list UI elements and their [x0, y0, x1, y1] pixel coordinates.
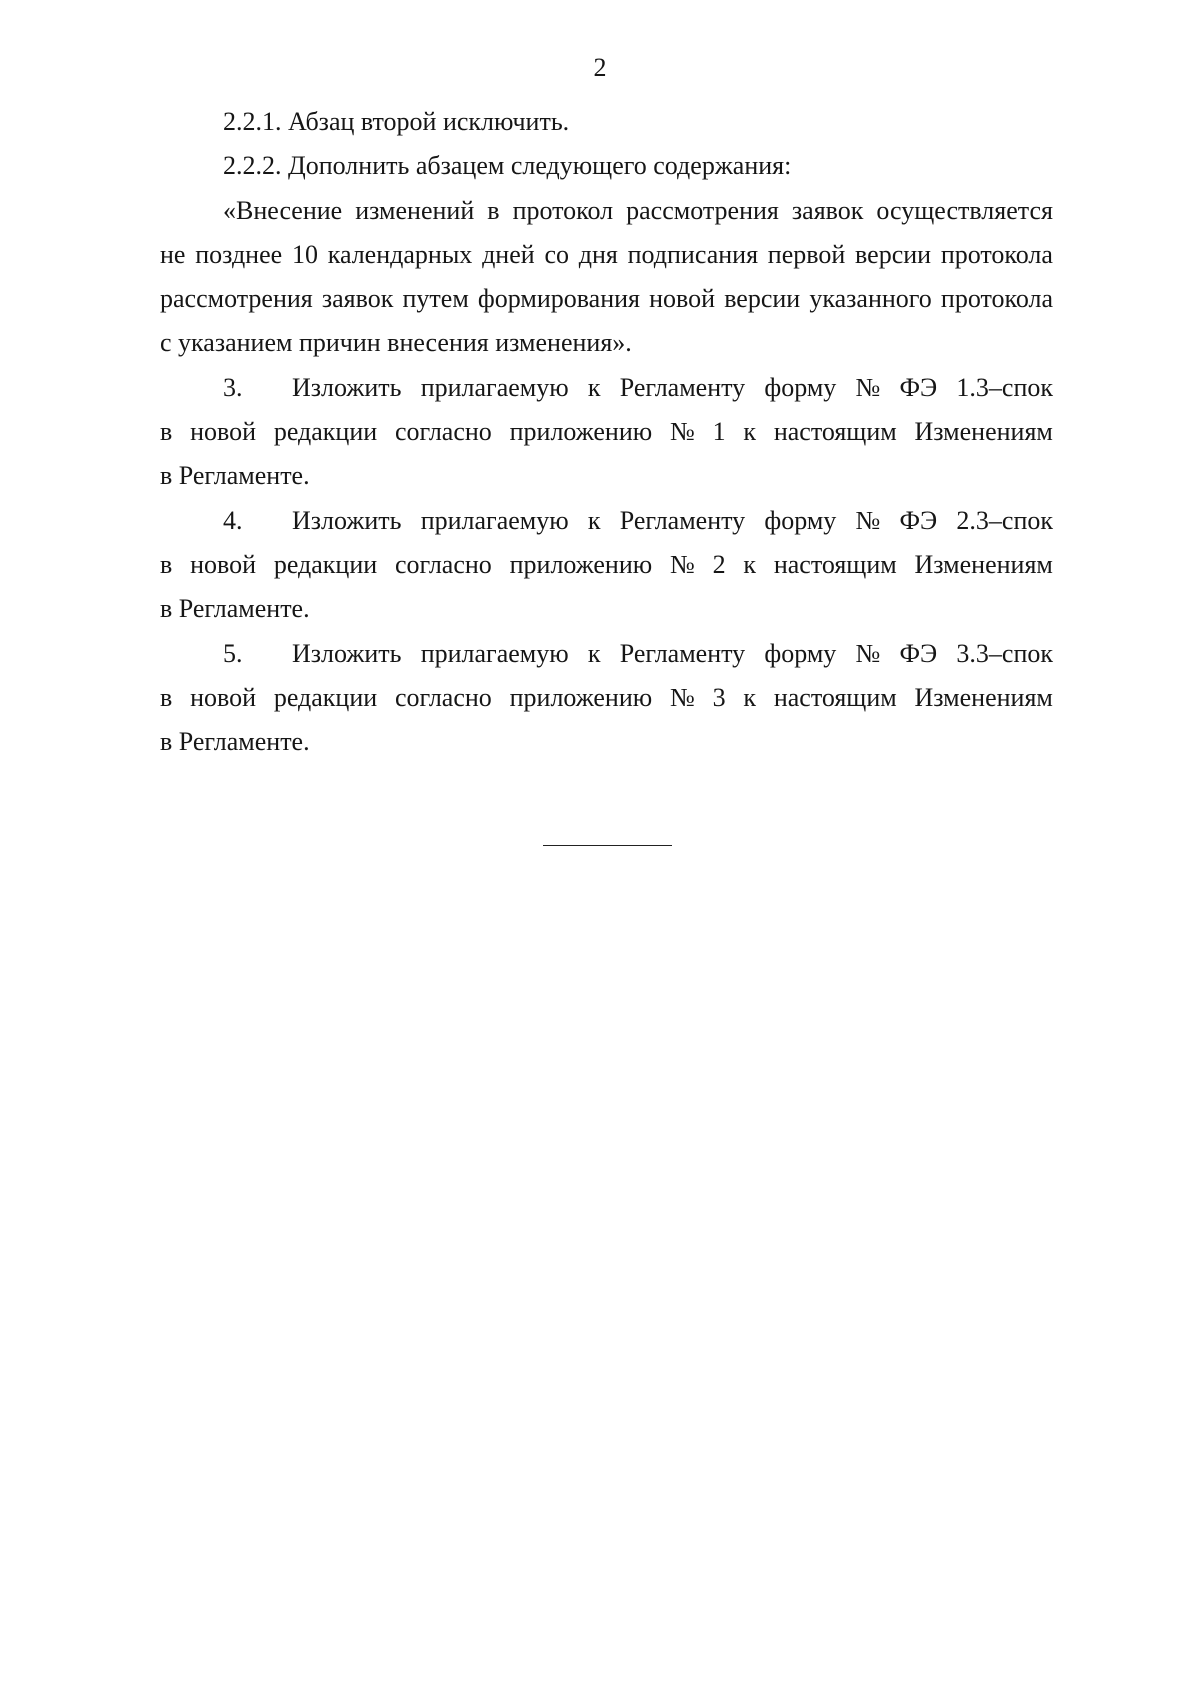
document-body: [160, 100, 1053, 764]
word: не: [160, 239, 186, 269]
word: протокол: [512, 195, 614, 225]
item-text: [292, 366, 1053, 410]
word: Изменениям: [914, 417, 1053, 447]
word: рассмотрения: [626, 195, 779, 225]
quote-line-3: [160, 277, 1053, 321]
word: редакции: [273, 682, 378, 712]
word: первой: [767, 239, 846, 269]
item-3-line-3: в Регламенте.: [160, 461, 310, 491]
word: согласно: [394, 682, 492, 712]
word: формирования: [477, 284, 640, 314]
item-5-line-3: в Регламенте.: [160, 727, 310, 757]
word: версии: [855, 239, 932, 269]
word: настоящим: [773, 682, 897, 712]
item-text: [292, 499, 1053, 543]
word: протокола: [940, 284, 1053, 314]
word: Изменениям: [914, 549, 1053, 579]
word: согласно: [394, 549, 492, 579]
clause-2-2-2: 2.2.2. Дополнить абзацем следующего содержания:: [223, 151, 792, 181]
word: со: [544, 239, 569, 269]
word: Изменениям: [914, 682, 1053, 712]
word: форму: [764, 505, 837, 535]
word: Регламенту: [619, 372, 746, 402]
item-number: 5.: [223, 638, 243, 668]
item-5-first-line: [160, 632, 1053, 676]
word: 3.3–спок: [956, 638, 1053, 668]
word: Регламенту: [619, 505, 746, 535]
word: протокола: [940, 239, 1053, 269]
item-number: 3.: [223, 372, 243, 402]
item-3-line-2: [160, 410, 1053, 454]
word: подписания: [627, 239, 759, 269]
word: форму: [764, 372, 837, 402]
word: форму: [764, 638, 837, 668]
quote-line-4: с указанием причин внесения изменения».: [160, 328, 632, 358]
word: согласно: [394, 417, 492, 447]
word: прилагаемую: [420, 505, 569, 535]
word: №: [855, 638, 881, 668]
word: ФЭ: [899, 638, 938, 668]
word: к: [743, 549, 757, 579]
word: ФЭ: [899, 505, 938, 535]
word: 2.3–спок: [956, 505, 1053, 535]
word: рассмотрения: [160, 284, 313, 314]
word: позднее: [195, 239, 283, 269]
item-text: [292, 632, 1053, 676]
word: к: [587, 505, 601, 535]
word: прилагаемую: [420, 372, 569, 402]
word: календарных: [327, 239, 473, 269]
end-separator-line: [543, 845, 672, 846]
word: Изложить: [292, 372, 402, 402]
item-4-line-3: в Регламенте.: [160, 594, 310, 624]
quote-line-1: [160, 189, 1053, 233]
item-3-first-line: [160, 366, 1053, 410]
word: Регламенту: [619, 638, 746, 668]
word: прилагаемую: [420, 638, 569, 668]
word: указанного: [809, 284, 932, 314]
word: приложению: [509, 682, 653, 712]
word: 3: [712, 682, 726, 712]
word: в: [160, 549, 173, 579]
clause-2-2-1: 2.2.1. Абзац второй исключить.: [223, 107, 570, 136]
word: 1: [712, 417, 726, 447]
word: дней: [482, 239, 535, 269]
word: изменений: [355, 195, 475, 225]
word: путем: [402, 284, 469, 314]
word: №: [669, 549, 695, 579]
word: в: [160, 682, 173, 712]
word: редакции: [273, 417, 378, 447]
word: осуществляется: [876, 195, 1053, 225]
word: приложению: [509, 417, 653, 447]
word: новой: [649, 284, 716, 314]
word: редакции: [273, 549, 378, 579]
item-4-first-line: [160, 499, 1053, 543]
word: заявок: [791, 195, 864, 225]
word: новой: [190, 417, 257, 447]
word: версии: [724, 284, 801, 314]
word: 1.3–спок: [956, 372, 1053, 402]
word: к: [587, 638, 601, 668]
quote-line-2: [160, 233, 1053, 277]
word: к: [743, 417, 757, 447]
item-5-line-2: [160, 676, 1053, 720]
item-number: 4.: [223, 505, 243, 535]
word: №: [855, 372, 881, 402]
word: к: [587, 372, 601, 402]
word: Изложить: [292, 505, 402, 535]
word: №: [669, 417, 695, 447]
word: №: [855, 505, 881, 535]
word: ФЭ: [899, 372, 938, 402]
word: заявок: [321, 284, 394, 314]
word: настоящим: [773, 417, 897, 447]
word: новой: [190, 682, 257, 712]
word: в: [487, 195, 500, 225]
word: новой: [190, 549, 257, 579]
page-number: 2: [593, 53, 607, 82]
word: Изложить: [292, 638, 402, 668]
word: настоящим: [773, 549, 897, 579]
word: к: [743, 682, 757, 712]
word: №: [669, 682, 695, 712]
word: приложению: [509, 549, 653, 579]
word: 10: [291, 239, 318, 269]
word: 2: [712, 549, 726, 579]
word: «Внесение: [223, 195, 343, 225]
word: в: [160, 417, 173, 447]
word: дня: [578, 239, 618, 269]
item-4-line-2: [160, 543, 1053, 587]
